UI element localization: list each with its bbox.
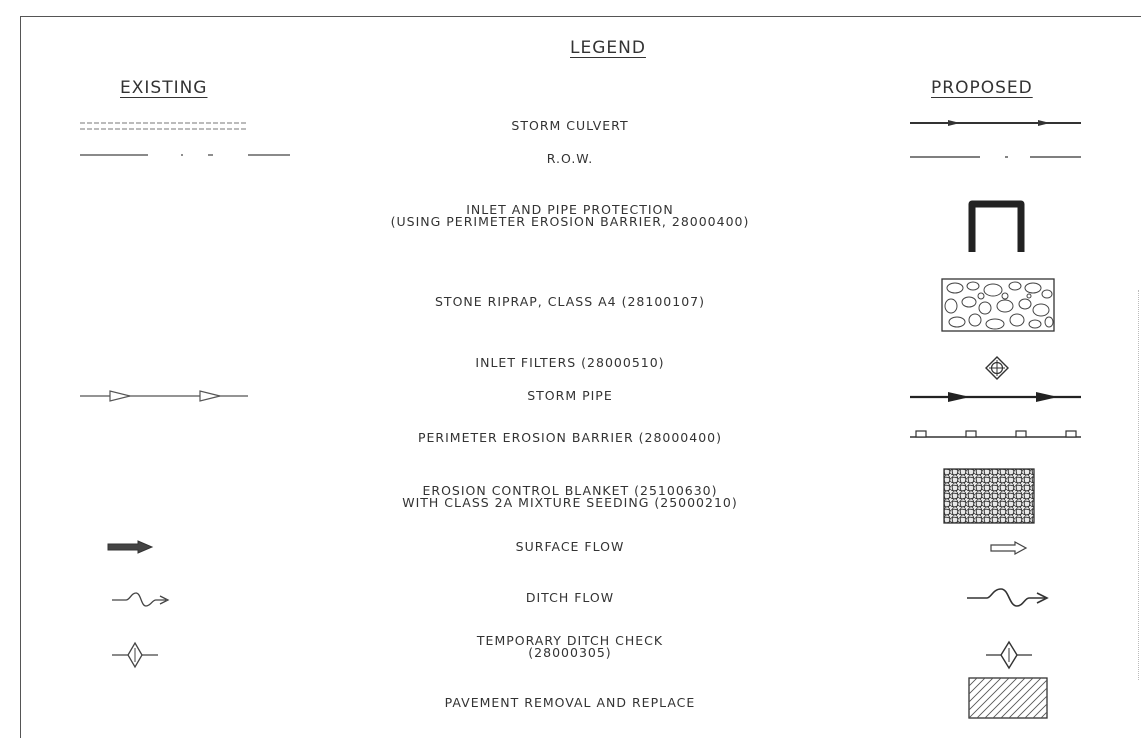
proposed-storm-pipe-symbol (908, 389, 1083, 405)
label-ditch-flow: DITCH FLOW (525, 590, 615, 605)
proposed-row-symbol (908, 152, 1083, 162)
proposed-stone-riprap-symbol (941, 278, 1057, 334)
label-inlet-pipe-protection: INLET AND PIPE PROTECTION (USING PERIMETER EROSION BARRIER, 28000400) (390, 202, 750, 229)
existing-ditch-check-symbol (110, 640, 160, 670)
label-pavement-removal: PAVEMENT REMOVAL AND REPLACE (444, 695, 696, 710)
existing-row-symbol (78, 150, 250, 160)
label-storm-pipe: STORM PIPE (527, 388, 613, 403)
legend-title: LEGEND (570, 38, 646, 58)
proposed-perimeter-barrier-symbol (908, 426, 1083, 442)
label-temporary-ditch-check: TEMPORARY DITCH CHECK (28000305) (476, 633, 664, 660)
existing-surface-flow-symbol (106, 540, 156, 554)
label-surface-flow: SURFACE FLOW (515, 539, 625, 554)
existing-storm-culvert-symbol (78, 120, 250, 132)
proposed-storm-culvert-symbol (908, 117, 1083, 129)
label-erosion-control-blanket: EROSION CONTROL BLANKET (25100630) WITH CLASS 2A MIXTURE SEEDING (25000210) (402, 483, 738, 510)
proposed-surface-flow-symbol (989, 541, 1029, 555)
label-row: R.O.W. (546, 151, 594, 166)
proposed-inlet-filter-symbol (985, 356, 1009, 380)
label-storm-culvert: STORM CULVERT (511, 118, 629, 133)
existing-ditch-flow-symbol (110, 590, 172, 610)
existing-storm-pipe-symbol (78, 388, 250, 404)
proposed-column-header: PROPOSED (931, 78, 1033, 98)
proposed-ditch-flow-symbol (965, 586, 1055, 610)
label-inlet-filters: INLET FILTERS (28000510) (475, 355, 665, 370)
proposed-erosion-blanket-symbol (943, 468, 1037, 526)
label-stone-riprap: STONE RIPRAP, CLASS A4 (28100107) (435, 294, 705, 309)
proposed-inlet-protection-symbol (964, 198, 1030, 256)
label-perimeter-erosion-barrier: PERIMETER EROSION BARRIER (28000400) (417, 430, 722, 445)
proposed-ditch-check-symbol (984, 638, 1034, 672)
proposed-pavement-hatch-symbol (968, 677, 1050, 721)
existing-column-header: EXISTING (120, 78, 208, 98)
